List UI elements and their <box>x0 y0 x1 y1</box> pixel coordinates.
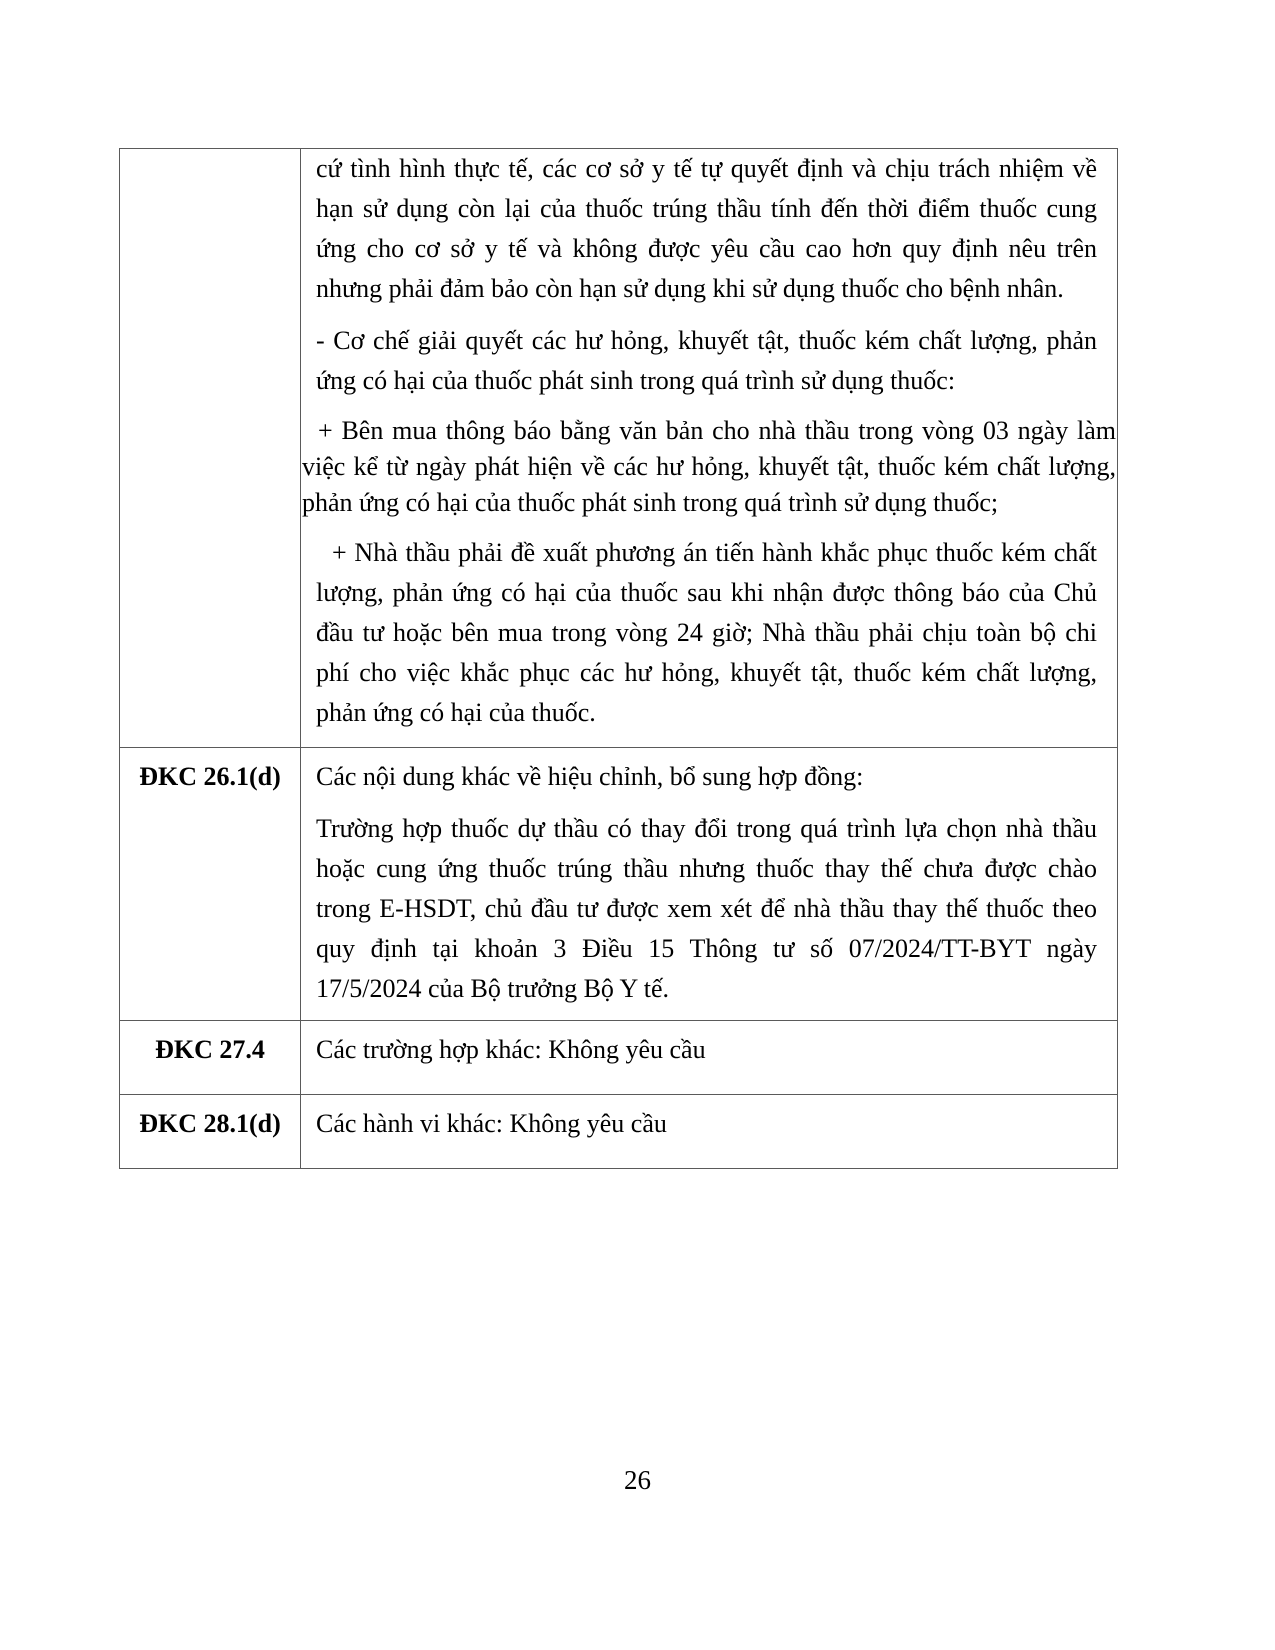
page-number: 26 <box>624 1465 651 1495</box>
paragraph-defect-mechanism: - Cơ chế giải quyết các hư hỏng, khuyết tật, thuốc kém chất lượng, phản ứng có hại của thuốc phát sinh trong quá trình sử dụng thuốc: <box>316 326 1097 395</box>
row-label-cell: ĐKC 28.1(d) <box>120 1095 301 1169</box>
row-content-cell <box>301 748 1118 1021</box>
row-content-cell <box>301 1021 1118 1095</box>
paragraph-other-cases: Các trường hợp khác: Không yêu cầu <box>316 1035 706 1064</box>
paragraph-contractor-remedy: + Nhà thầu phải đề xuất phương án tiến hành khắc phục thuốc kém chất lượng, phản ứng có hại của thuốc sau khi nhận được thông báo của Chủ đầu tư hoặc bên mua trong vòng 24 giờ; Nhà thầu phải chịu toàn bộ chi phí cho việc khắc phục các hư hỏng, khuyết tật, thuốc kém chất lượng, phản ứng có hại của thuốc. <box>316 538 1097 727</box>
table-row <box>120 748 1118 1021</box>
paragraph-drug-replacement: Trường hợp thuốc dự thầu có thay đổi trong quá trình lựa chọn nhà thầu hoặc cung ứng thuốc trúng thầu nhưng thuốc thay thế chưa được chào trong E-HSDT, chủ đầu tư được xem xét để nhà thầu thay thế thuốc theo quy định tại khoản 3 Điều 15 Thông tư số 07/2024/TT-BYT ngày 17/5/2024 của Bộ trưởng Bộ Y tế. <box>316 814 1097 1003</box>
row-label-cell <box>120 149 301 748</box>
row-content-cell <box>301 149 1118 748</box>
table-row <box>120 1021 1118 1095</box>
paragraph-shelf-life: cứ tình hình thực tế, các cơ sở y tế tự quyết định và chịu trách nhiệm về hạn sử dụng còn lại của thuốc trúng thầu tính đến thời điểm thuốc cung ứng cho cơ sở y tế và không được yêu cầu cao hơn quy định nêu trên nhưng phải đảm bảo còn hạn sử dụng khi sử dụng thuốc cho bệnh nhân. <box>316 154 1097 303</box>
table-row <box>120 1095 1118 1169</box>
paragraph-buyer-notice: + Bên mua thông báo bằng văn bản cho nhà thầu trong vòng 03 ngày làm việc kể từ ngày phát hiện về các hư hỏng, khuyết tật, thuốc kém chất lượng, phản ứng có hại của thuốc phát sinh trong quá trình sử dụng thuốc; <box>302 416 1116 517</box>
row-label-cell: ĐKC 26.1(d) <box>120 748 301 1021</box>
row-label-cell: ĐKC 27.4 <box>120 1021 301 1095</box>
paragraph-contract-amendment: Các nội dung khác về hiệu chỉnh, bổ sung hợp đồng: <box>316 762 864 791</box>
row-content-cell <box>301 1095 1118 1169</box>
table-row <box>120 149 1118 748</box>
paragraph-other-acts: Các hành vi khác: Không yêu cầu <box>316 1109 667 1138</box>
conditions-table <box>119 148 1118 1169</box>
